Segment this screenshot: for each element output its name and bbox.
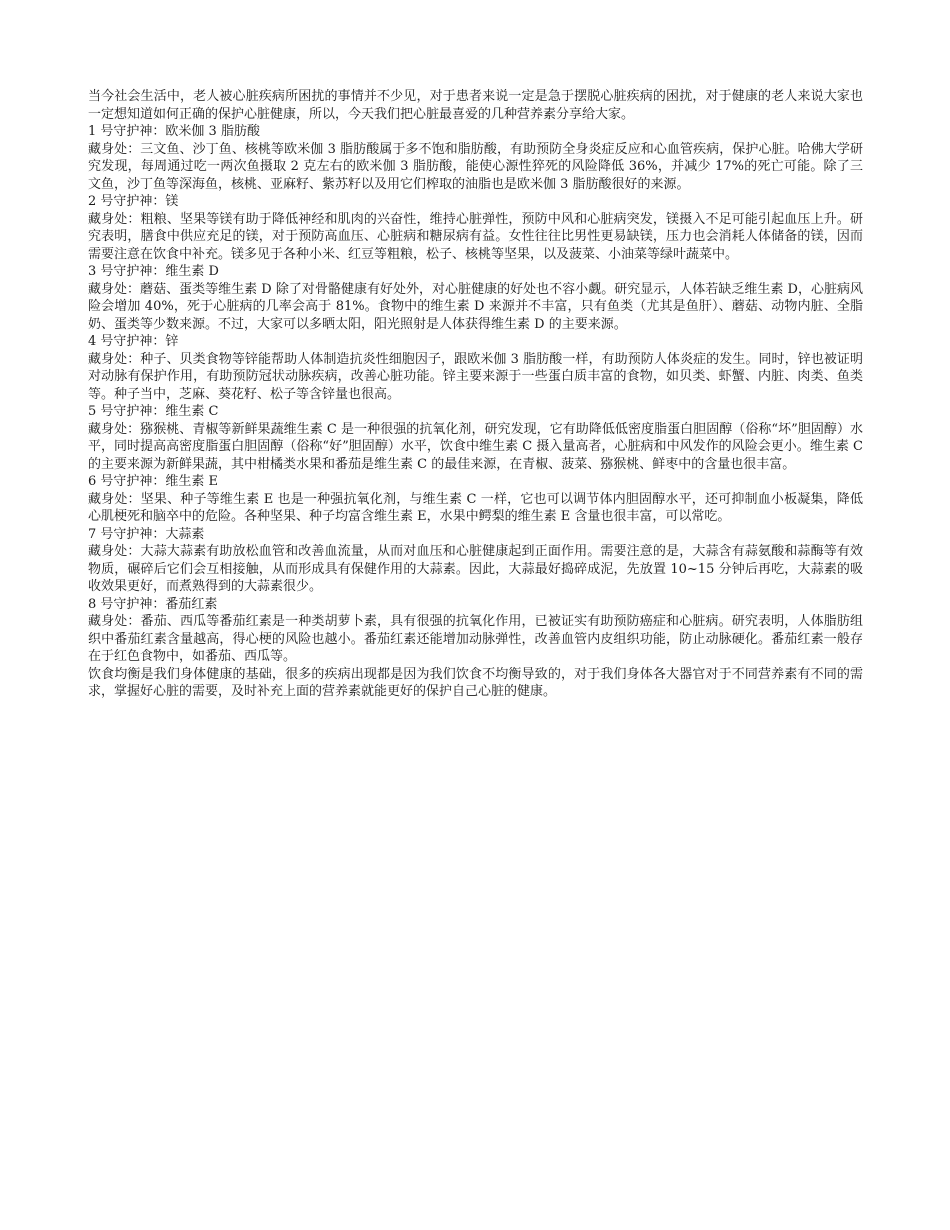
section-7-heading: 7 号守护神：大蒜素 — [88, 526, 205, 542]
section-6-heading: 6 号守护神：维生素 E — [88, 474, 219, 489]
section-2-heading: 2 号守护神：镁 — [88, 194, 179, 209]
section-8-heading: 8 号守护神：番茄红素 — [88, 596, 218, 612]
section-1-heading: 1 号守护神：欧米伽 3 脂肪酸 — [88, 124, 260, 139]
section-3-body: 藏身处：蘑菇、蛋类等维生素 D 除了对骨骼健康有好处外，对心脏健康的好处也不容小觑。研究显示，人体若缺乏维生素 D，心脏病风险会增加 40%，死于心脏病的几率会高于 81%。食物中的维生素 D 来源并不丰富，只有鱼类（尤其是鱼肝）、蘑菇、动物内脏、全脂奶、蛋类等少数来源。不过，大家可以多晒太阳，阳光照射是人体获得维生素 D 的主要来源。 — [88, 281, 863, 332]
section-8-body: 藏身处：番茄、西瓜等番茄红素是一种类胡萝卜素，具有很强的抗氧化作用，已被证实有助预防癌症和心脏病。研究表明，人体脂肪组织中番茄红素含量越高，得心梗的风险也越小。番茄红素还能增加动脉弹性，改善血管内皮组织功能，防止动脉硬化。番茄红素一般存在于红色食物中，如番茄、西瓜等。 — [88, 614, 863, 664]
section-4-body: 藏身处：种子、贝类食物等锌能帮助人体制造抗炎性细胞因子，跟欧米伽 3 脂肪酸一样，有助预防人体炎症的发生。同时，锌也被证明对动脉有保护作用，有助预防冠状动脉疾病，改善心脏功能。锌主要来源于一些蛋白质丰富的食物，如贝类、虾蟹、内脏、肉类、鱼类等。种子当中，芝麻、葵花籽、松子等含锌量也很高。 — [88, 351, 863, 402]
section-3-heading: 3 号守护神：维生素 D — [88, 264, 219, 279]
section-5-heading: 5 号守护神：维生素 C — [88, 404, 219, 419]
intro-paragraph: 当今社会生活中，老人被心脏疾病所困扰的事情并不少见，对于患者来说一定是急于摆脱心脏疾病的困扰，对于健康的老人来说大家也一定想知道如何正确的保护心脏健康，所以，今天我们把心脏最喜爱的几种营养素分享给大家。 — [88, 89, 863, 122]
conclusion-paragraph: 饮食均衡是我们身体健康的基础，很多的疾病出现都是因为我们饮食不均衡导致的，对于我们身体各大器官对于不同营养素有不同的需求，掌握好心脏的需要，及时补充上面的营养素就能更好的保护自己心脏的健康。 — [88, 666, 863, 699]
section-2-body: 藏身处：粗粮、坚果等镁有助于降低神经和肌肉的兴奋性，维持心脏弹性，预防中风和心脏病突发，镁摄入不足可能引起血压上升。研究表明，膳食中供应充足的镁，对于预防高血压、心脏病和糖尿病有益。女性往往比男性更易缺镁，压力也会消耗人体储备的镁，因而需要注意在饮食中补充。镁多见于各种小米、红豆等粗粮，松子、核桃等坚果，以及菠菜、小油菜等绿叶蔬菜中。 — [88, 211, 863, 262]
section-1-body: 藏身处：三文鱼、沙丁鱼、核桃等欧米伽 3 脂肪酸属于多不饱和脂肪酸，有助预防全身炎症反应和心血管疾病，保护心脏。哈佛大学研究发现，每周通过吃一两次鱼摄取 2 克左右的欧米伽 3 脂肪酸，能使心源性猝死的风险降低 36%，并减少 17%的死亡可能。除了三文鱼，沙丁鱼等深海鱼，核桃、亚麻籽、紫苏籽以及用它们榨取的油脂也是欧米伽 3 脂肪酸很好的来源。 — [88, 141, 863, 192]
section-4-heading: 4 号守护神：锌 — [88, 334, 179, 349]
section-6-body: 藏身处：坚果、种子等维生素 E 也是一种强抗氧化剂，与维生素 C 一样，它也可以调节体内胆固醇水平，还可抑制血小板凝集，降低心肌梗死和脑卒中的危险。各种坚果、种子均富含维生素 E，水果中鳄梨的维生素 E 含量也很丰富，可以常吃。 — [88, 491, 863, 524]
article-body — [88, 88, 863, 701]
section-7-body: 藏身处：大蒜大蒜素有助放松血管和改善血流量，从而对血压和心脏健康起到正面作用。需要注意的是，大蒜含有蒜氨酸和蒜酶等有效物质，碾碎后它们会互相接触，从而形成具有保健作用的大蒜素。因此，大蒜最好捣碎成泥，先放置 10~15 分钟后再吃，大蒜素的吸收效果更好，而煮熟得到的大蒜素很少。 — [88, 544, 863, 594]
section-5-body: 藏身处：猕猴桃、青椒等新鲜果蔬维生素 C 是一种很强的抗氧化剂，研究发现，它有助降低低密度脂蛋白胆固醇（俗称“坏”胆固醇）水平，同时提高高密度脂蛋白胆固醇（俗称“好”胆固醇）水平，饮食中维生素 C 摄入量高者，心脏病和中风发作的风险会更小。维生素 C 的主要来源为新鲜果蔬，其中柑橘类水果和番茄是维生素 C 的最佳来源，在青椒、菠菜、猕猴桃、鲜枣中的含量也很丰富。 — [88, 421, 863, 472]
